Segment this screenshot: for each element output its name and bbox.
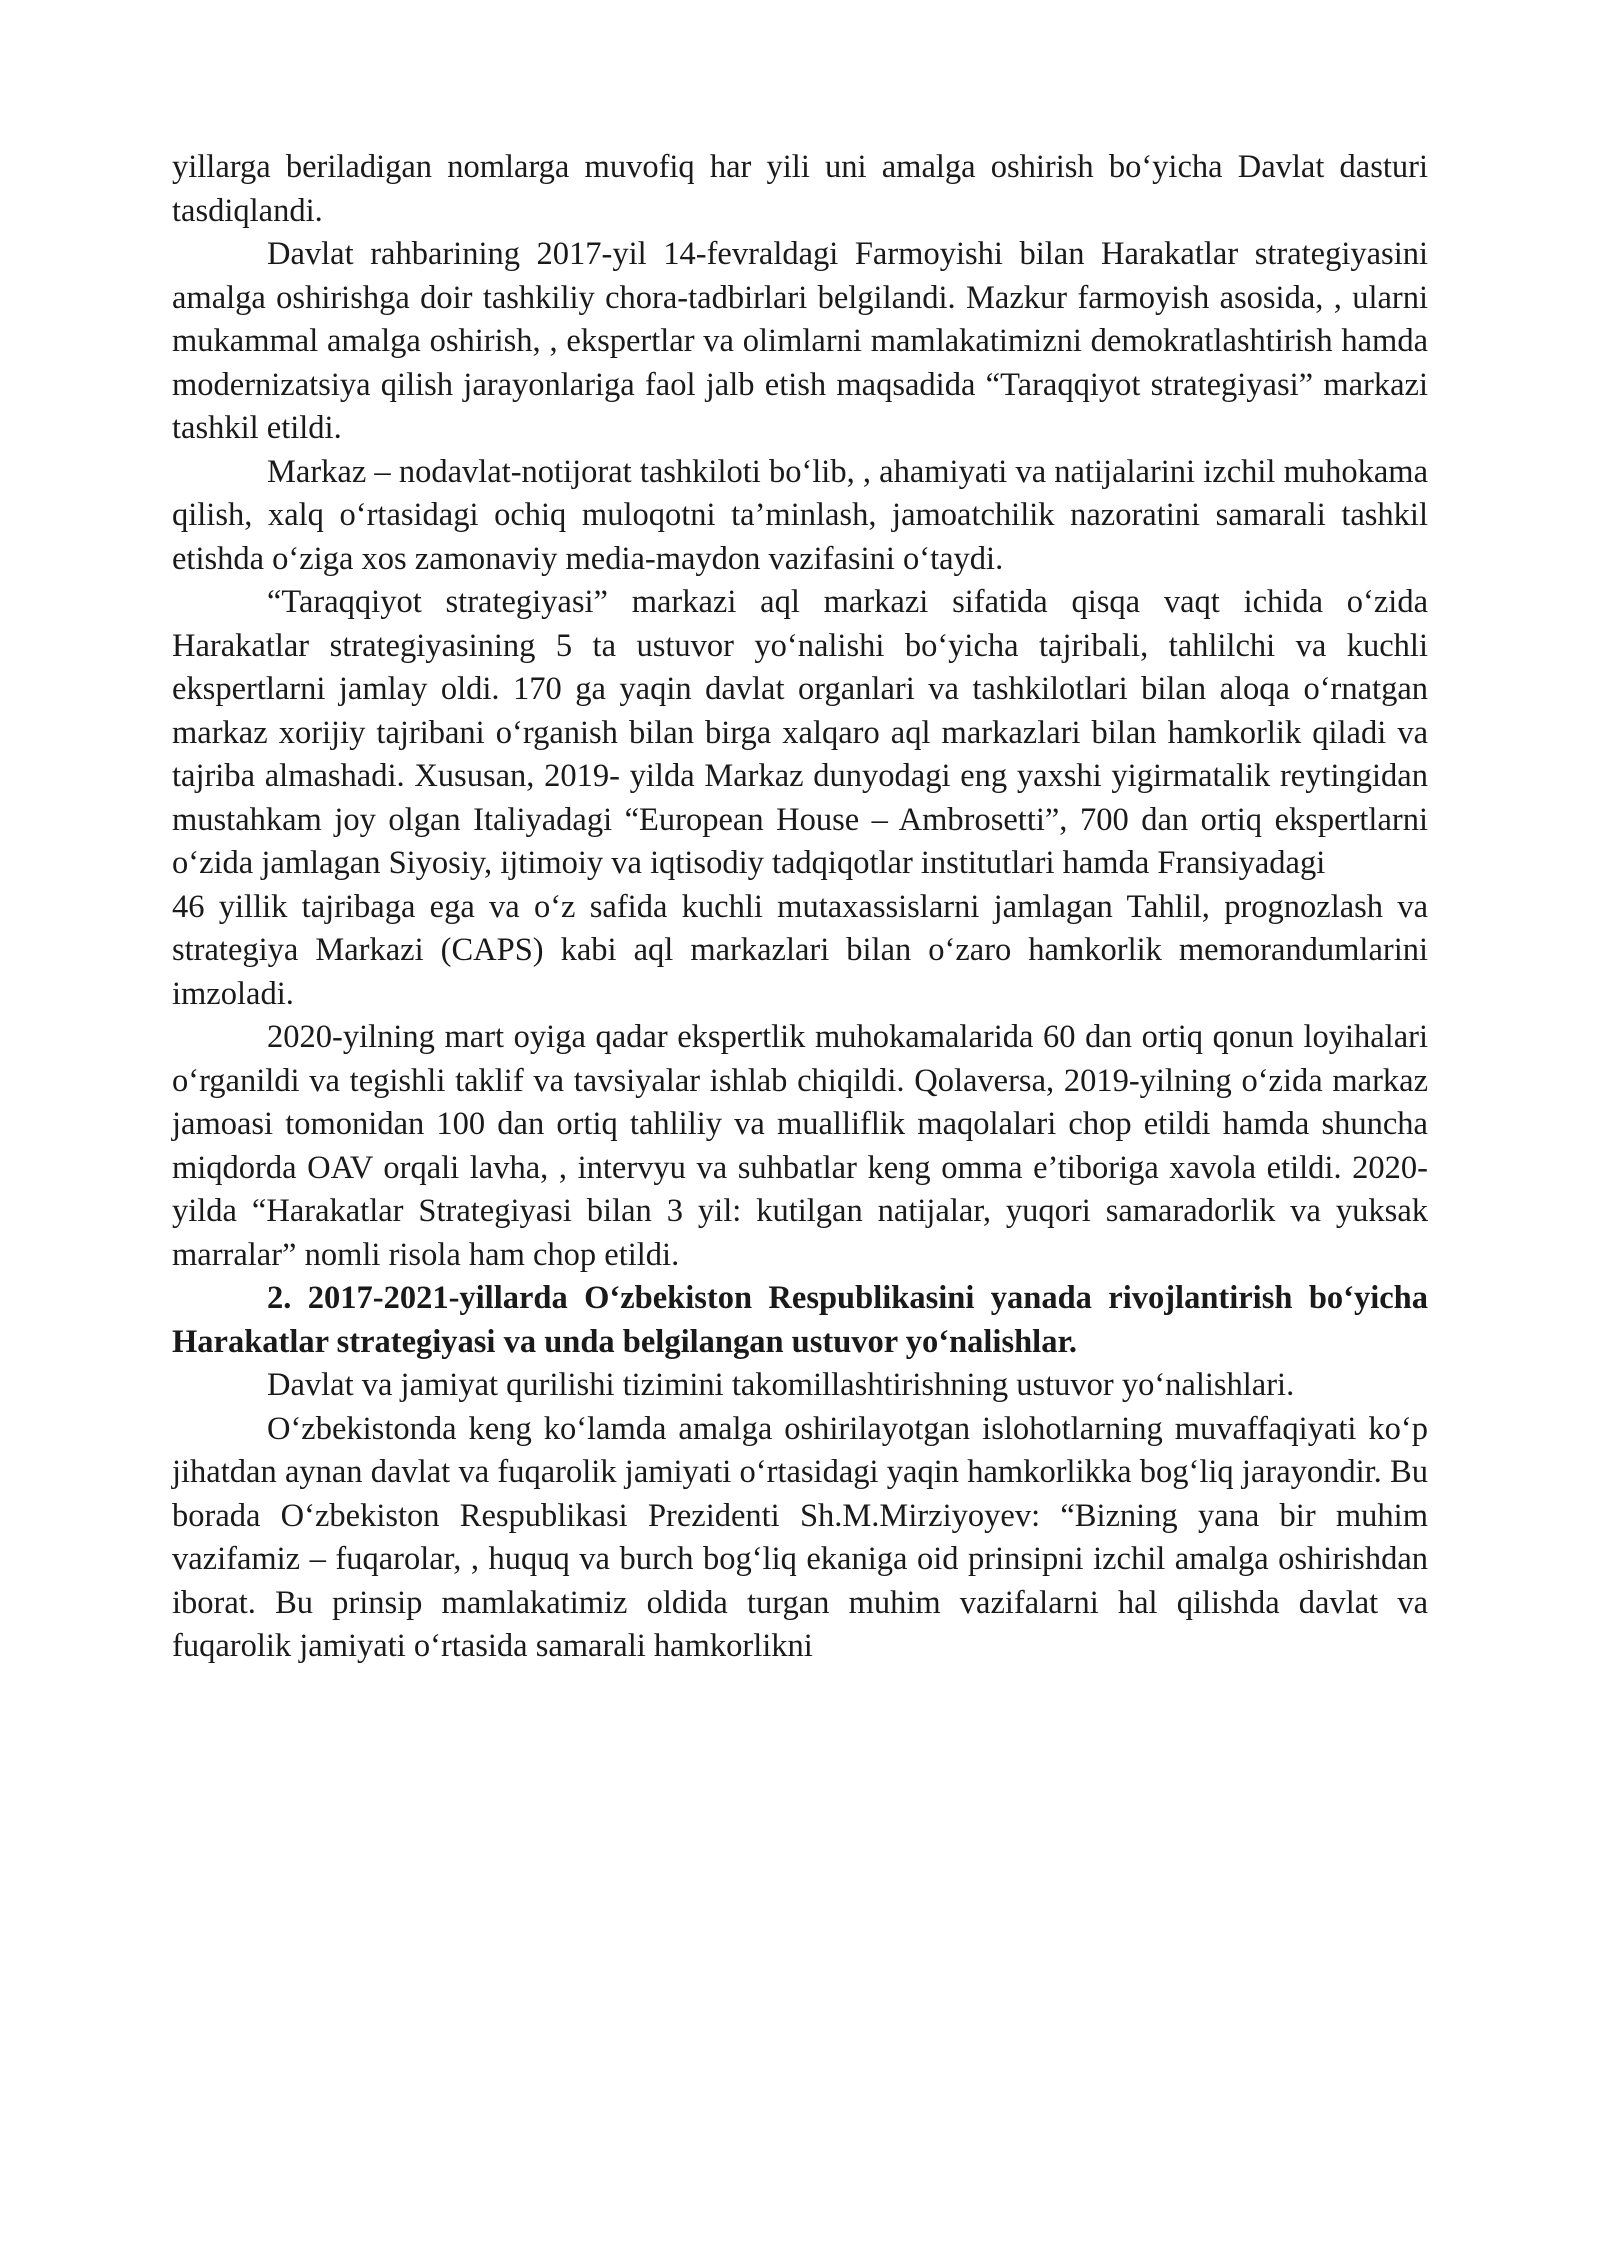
document-page: [172, 146, 1428, 1669]
paragraph-decree: Davlat rahbarining 2017-yil 14-fevraldagi Farmoyishi bilan Harakatlar strategiyasini amalga oshirishga doir tashkiliy chora-tadbirlari belgilandi. Mazkur farmoyish asosida, , ularni mukammal amalga oshirish, , ekspertlar va olimlarni mamlakatimizni demokratlashtirish hamda modernizatsiya qilish jarayonlariga faol jalb etish maqsadida “Taraqqiyot strategiyasi” markazi tashkil etildi.: [172, 236, 1428, 446]
paragraph-results: 2020-yilning mart oyiga qadar ekspertlik muhokamalarida 60 dan ortiq qonun loyihalari o‘rganildi va tegishli taklif va tavsiyalar ishlab chiqildi. Qolaversa, 2019-yilning o‘zida markaz jamoasi tomonidan 100 dan ortiq tahliliy va mualliflik maqolalari chop etildi hamda shuncha miqdorda OAV orqali lavha, , intervyu va suhbatlar keng omma e’tiboriga xavola etildi. 2020-yilda “Harakatlar Strategiyasi bilan 3 yil: kutilgan natijalar, yuqori samaradorlik va yuksak marralar” nomli risola ham chop etildi.: [172, 1019, 1428, 1273]
paragraph-caps: 46 yillik tajribaga ega va o‘z safida kuchli mutaxassislarni jamlagan Tahlil, prognozlash va strategiya Markazi (CAPS) kabi aql markazlari bilan o‘zaro hamkorlik memorandumlarini imzoladi.: [172, 888, 1428, 1012]
paragraph-reforms: O‘zbekistonda keng ko‘lamda amalga oshirilayotgan islohotlarning muvaffaqiyati ko‘p jihatdan aynan davlat va fuqarolik jamiyati o‘rtasidagi yaqin hamkorlikka bog‘liq jarayondir. Bu borada O‘zbekiston Respublikasi Prezidenti Sh.M.Mirziyoyev: “Bizning yana bir muhim vazifamiz – fuqarolar, , huquq va burch bog‘liq ekaniga oid prinsipni izchil amalga oshirishdan iborat. Bu prinsip mamlakatimiz oldida turgan muhim vazifalarni hal qilishda davlat va fuqarolik jamiyati o‘rtasida samarali hamkorlikni: [172, 1410, 1428, 1664]
paragraph-intro: yillarga beriladigan nomlarga muvofiq har yili uni amalga oshirish bo‘yicha Davlat dasturi tasdiqlandi.: [172, 149, 1428, 229]
section-heading: 2. 2017-2021-yillarda O‘zbekiston Respublikasini yanada rivojlantirish bo‘yicha Harakatlar strategiyasi va unda belgilangan ustuvor yo‘nalishlar.: [172, 1280, 1428, 1360]
paragraph-center-role: Markaz – nodavlat-notijorat tashkiloti bo‘lib, , ahamiyati va natijalarini izchil muhokama qilish, xalq o‘rtasidagi ochiq muloqotni ta’minlash, jamoatchilik nazoratini samarali tashkil etishda o‘ziga xos zamonaviy media-maydon vazifasini o‘taydi.: [172, 453, 1428, 577]
paragraph-priorities: Davlat va jamiyat qurilishi tizimini takomillashtirishning ustuvor yo‘nalishlari.: [267, 1367, 1295, 1403]
paragraph-think-tank: “Taraqqiyot strategiyasi” markazi aql markazi sifatida qisqa vaqt ichida o‘zida Harakatlar strategiyasining 5 ta ustuvor yo‘nalishi bo‘yicha tajribali, tahlilchi va kuchli ekspertlarni jamlay oldi. 170 ga yaqin davlat organlari va tashkilotlari bilan aloqa o‘rnatgan markaz xorijiy tajribani o‘rganish bilan birga xalqaro aql markazlari bilan hamkorlik qiladi va tajriba almashadi. Xususan, 2019- yilda Markaz dunyodagi eng yaxshi yigirmatalik reytingidan mustahkam joy olgan Italiyadagi “European House – Ambrosetti”, 700 dan ortiq ekspertlarni o‘zida jamlagan Siyosiy, ijtimoiy va iqtisodiy tadqiqotlar institutlari hamda Fransiyadagi: [172, 584, 1428, 881]
